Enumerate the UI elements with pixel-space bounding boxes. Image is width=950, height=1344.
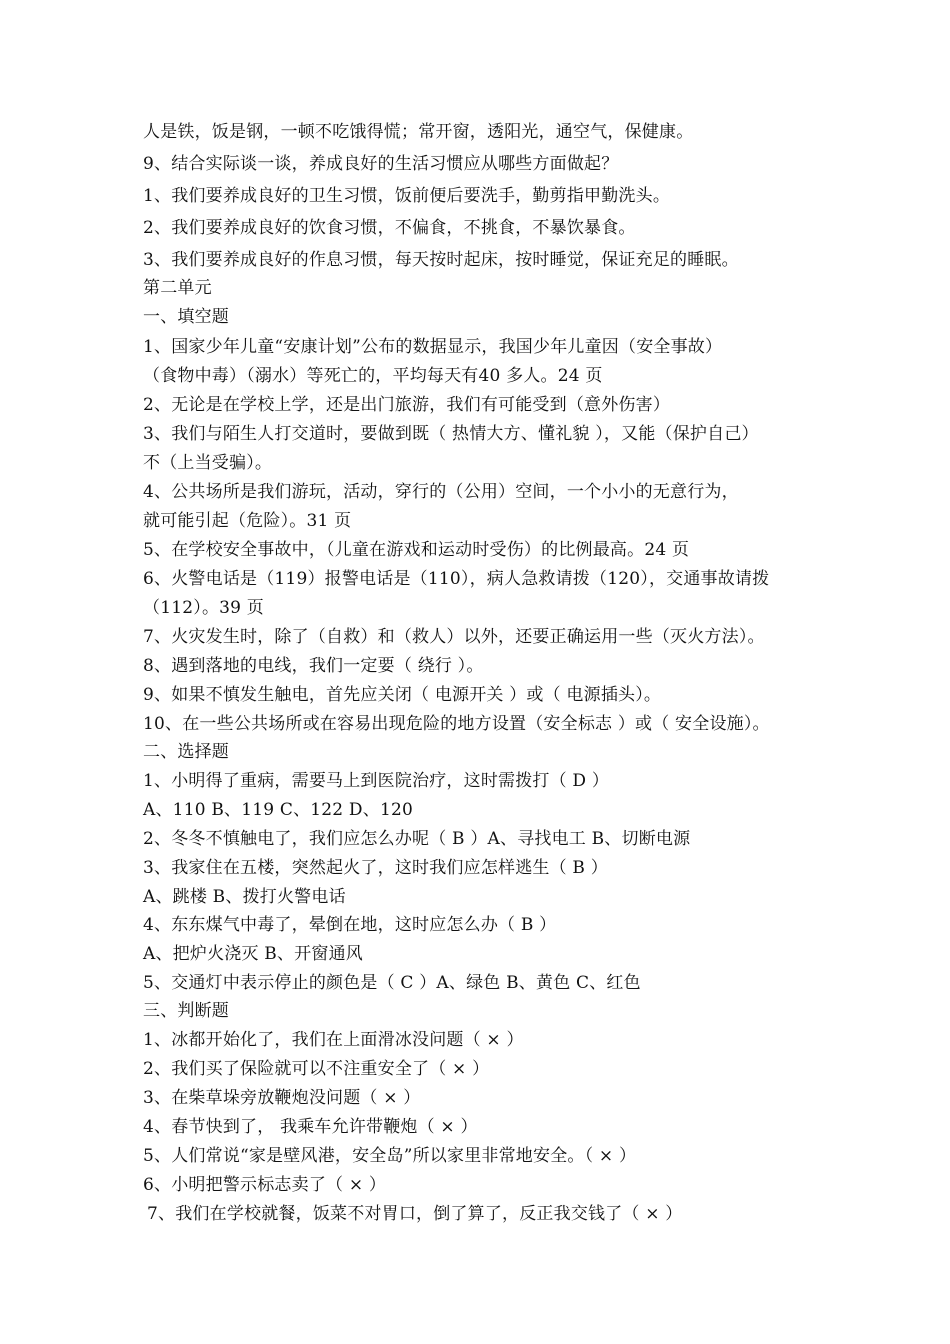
text-line: 7、我们在学校就餐，饭菜不对胃口，倒了算了，反正我交钱了（ × ） (147, 1204, 683, 1224)
text-line: 7、火灾发生时，除了（自救）和（救人）以外，还要正确运用一些（灭火方法）。 (143, 627, 765, 647)
section-heading: 二、选择题 (143, 742, 229, 762)
text-line: 5、人们常说“家是壁风港，安全岛”所以家里非常地安全。（ × ） (143, 1146, 637, 1166)
text-line: 6、火警电话是（119）报警电话是（110），病人急救请拨（120），交通事故请拨 (143, 569, 770, 589)
text-line: 1、国家少年儿童“安康计划”公布的数据显示，我国少年儿童因（安全事故） (143, 337, 723, 357)
text-line: 就可能引起（危险）。31 页 (143, 511, 352, 531)
text-line: 1、小明得了重病，需要马上到医院治疗，这时需拨打（ D ） (143, 771, 610, 791)
text-line: 2、无论是在学校上学，还是出门旅游，我们有可能受到（意外伤害） (143, 395, 671, 415)
text-line: 2、冬冬不慎触电了，我们应怎么办呢（ B ）A、寻找电工 B、切断电源 (143, 829, 691, 849)
text-line: 5、在学校安全事故中，（儿童在游戏和运动时受伤）的比例最高。24 页 (143, 540, 690, 560)
text-line: 3、我们要养成良好的作息习惯，每天按时起床，按时睡觉，保证充足的睡眠。 (143, 250, 739, 270)
text-line: 1、我们要养成良好的卫生习惯，饭前便后要洗手，勤剪指甲勤洗头。 (143, 186, 671, 206)
text-line: 3、在柴草垛旁放鞭炮没问题（ × ） (143, 1088, 421, 1108)
section-heading: 三、判断题 (143, 1001, 229, 1021)
text-line: 8、遇到落地的电线，我们一定要（ 绕行 ）。 (143, 656, 484, 676)
text-line: 2、我们买了保险就可以不注重安全了（ × ） (143, 1059, 490, 1079)
text-line: 3、我们与陌生人打交道时，要做到既（ 热情大方、懂礼貌 ），又能（保护自己） (143, 424, 759, 444)
text-line: 2、我们要养成良好的饮食习惯，不偏食，不挑食，不暴饮暴食。 (143, 218, 636, 238)
text-line: 4、春节快到了， 我乘车允许带鞭炮（ × ） (143, 1117, 478, 1137)
text-line: 4、东东煤气中毒了，晕倒在地，这时应怎么办（ B ） (143, 915, 557, 935)
options-line: A、跳楼 B、拨打火警电话 (143, 887, 346, 907)
text-line: 人是铁，饭是钢，一顿不吃饿得慌；常开窗，透阳光，通空气，保健康。 (143, 122, 694, 142)
text-line: 6、小明把警示标志卖了（ × ） (143, 1175, 387, 1195)
text-line: （112）。39 页 (143, 598, 264, 618)
options-line: A、把炉火浇灭 B、开窗通风 (143, 944, 363, 964)
text-line: 4、公共场所是我们游玩，活动，穿行的（公用）空间，一个小小的无意行为， (143, 482, 739, 502)
text-line: 不（上当受骗）。 (143, 453, 273, 473)
text-line: 3、我家住在五楼，突然起火了，这时我们应怎样逃生（ B ） (143, 858, 608, 878)
text-line: 1、冰都开始化了，我们在上面滑冰没问题（ × ） (143, 1030, 524, 1050)
text-line: （食物中毒）（溺水）等死亡的，平均每天有40 多人。24 页 (143, 366, 603, 386)
text-line: 5、交通灯中表示停止的颜色是（ C ）A、绿色 B、黄色 C、红色 (143, 973, 641, 993)
unit-heading: 第二单元 (143, 278, 212, 298)
question-heading: 9、结合实际谈一谈，养成良好的生活习惯应从哪些方面做起？ (143, 154, 619, 174)
options-line: A、110 B、119 C、122 D、120 (143, 800, 414, 820)
text-line: 9、如果不慎发生触电，首先应关闭（ 电源开关 ）或（ 电源插头）。 (143, 685, 662, 705)
section-heading: 一、填空题 (143, 307, 229, 327)
text-line: 10、在一些公共场所或在容易出现危险的地方设置（安全标志 ）或（ 安全设施）。 (143, 714, 770, 734)
